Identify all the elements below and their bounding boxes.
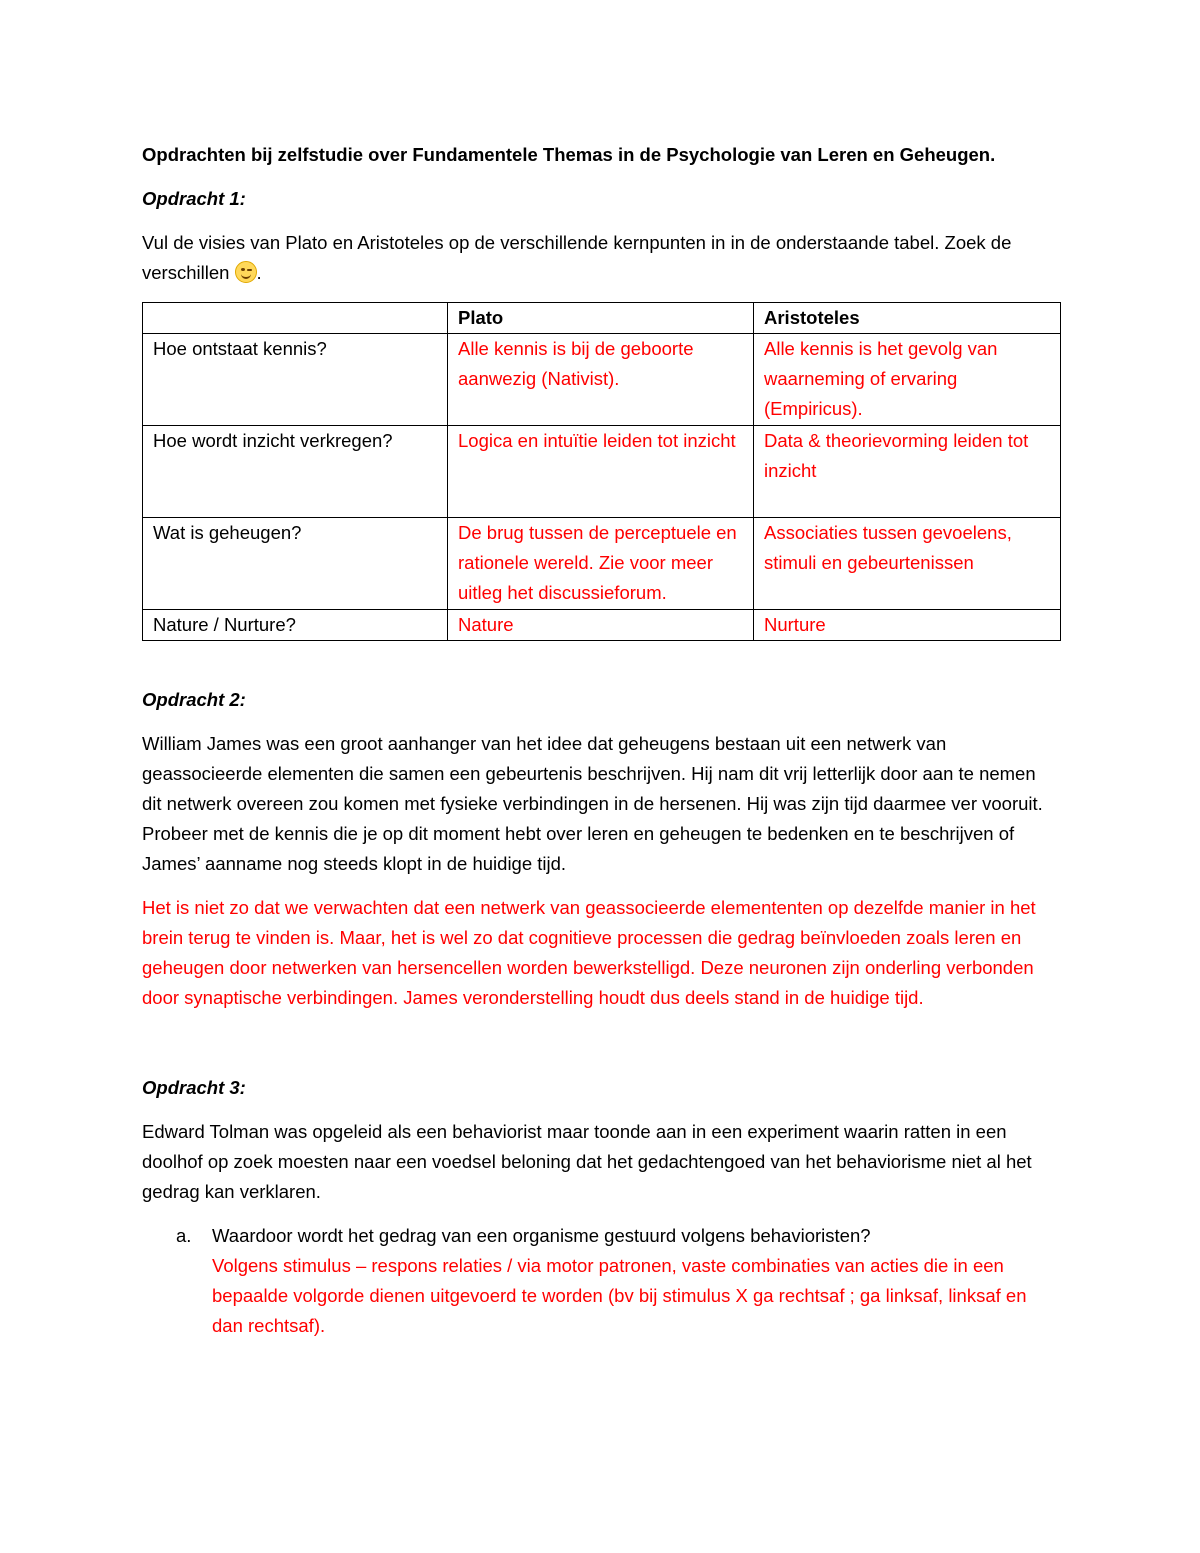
table-cell-aristoteles: Data & theorievorming leiden tot inzicht — [754, 426, 1061, 518]
plato-aristoteles-table — [142, 302, 1061, 641]
winking-face-icon — [235, 261, 257, 283]
list-item — [176, 1221, 1060, 1341]
table-header-row — [143, 303, 1061, 334]
opdracht-3a-question: Waardoor wordt het gedrag van een organisme gestuurd volgens behavioristen? — [212, 1225, 871, 1246]
table-cell-aristoteles: Nurture — [754, 610, 1061, 641]
opdracht-1-instruction-text: Vul de visies van Plato en Aristoteles op de verschillende kernpunten in in de onderstaande tabel. Zoek de verschillen — [142, 232, 1012, 283]
table-header-plato: Plato — [448, 303, 754, 334]
opdracht-3-intro: Edward Tolman was opgeleid als een behaviorist maar toonde aan in een experiment waarin ratten in een doolhof op zoek moesten naar een voedsel beloning dat het gedachtengoed van het behaviorisme niet al het gedrag kan verklaren. — [142, 1121, 1032, 1202]
table-cell-aristoteles: Alle kennis is het gevolg van waarneming of ervaring (Empiricus). — [754, 334, 1061, 426]
table-cell-question: Wat is geheugen? — [143, 518, 448, 610]
opdracht-1-heading: Opdracht 1: — [142, 188, 246, 209]
opdracht-2-answer: Het is niet zo dat we verwachten dat een netwerk van geassocieerde elemententen op dezelfde manier in het brein terug te vinden is. Maar, het is wel zo dat cognitieve processen die gedrag beïnvloeden zoals leren en geheugen door netwerken van hersencellen worden bewerkstelligd. Deze neuronen zijn onderling verbonden door synaptische verbindingen. James veronderstelling houdt dus deels stand in de huidige tijd. — [142, 897, 1036, 1008]
table-row — [143, 334, 1061, 426]
opdracht-3-question-list — [142, 1221, 1060, 1341]
table-row — [143, 518, 1061, 610]
opdracht-2-question: William James was een groot aanhanger van het idee dat geheugens bestaan uit een netwerk van geassocieerde elementen die samen een gebeurtenis beschrijven. Hij nam dit vrij letterlijk door aan te nemen dit netwerk overeen zou komen met fysieke verbindingen in de hersenen. Hij was zijn tijd daarmee ver vooruit. Probeer met de kennis die je op dit moment hebt over leren en geheugen te bedenken en te beschrijven of James’ aanname nog steeds klopt in de huidige tijd. — [142, 733, 1043, 874]
table-cell-plato: De brug tussen de perceptuele en rationele wereld. Zie voor meer uitleg het discussieforum. — [448, 518, 754, 610]
list-item-marker: a. — [176, 1225, 192, 1246]
table-header-empty — [143, 303, 448, 334]
table-row — [143, 610, 1061, 641]
opdracht-1-instruction-end: . — [256, 262, 262, 283]
section-spacer — [142, 1027, 1060, 1073]
document-title: Opdrachten bij zelfstudie over Fundamentele Themas in de Psychologie van Leren en Geheugen. — [142, 144, 996, 165]
opdracht-1-instruction — [142, 228, 1060, 288]
table-row — [143, 426, 1061, 518]
table-cell-plato: Logica en intuïtie leiden tot inzicht — [448, 426, 754, 518]
opdracht-3-heading: Opdracht 3: — [142, 1077, 246, 1098]
table-cell-question: Hoe ontstaat kennis? — [143, 334, 448, 426]
table-cell-question: Hoe wordt inzicht verkregen? — [143, 426, 448, 518]
opdracht-3a-answer: Volgens stimulus – respons relaties / via motor patronen, vaste combinaties van acties die in een bepaalde volgorde dienen uitgevoerd te worden (bv bij stimulus X ga rechtsaf ; ga linksaf, linksaf en dan rechtsaf). — [212, 1255, 1027, 1336]
table-cell-aristoteles: Associaties tussen gevoelens, stimuli en gebeurtenissen — [754, 518, 1061, 610]
table-cell-question: Nature / Nurture? — [143, 610, 448, 641]
table-header-aristoteles: Aristoteles — [754, 303, 1061, 334]
opdracht-2-heading: Opdracht 2: — [142, 689, 246, 710]
document-page — [142, 140, 1060, 1341]
table-cell-plato: Nature — [448, 610, 754, 641]
table-cell-plato: Alle kennis is bij de geboorte aanwezig (Nativist). — [448, 334, 754, 426]
